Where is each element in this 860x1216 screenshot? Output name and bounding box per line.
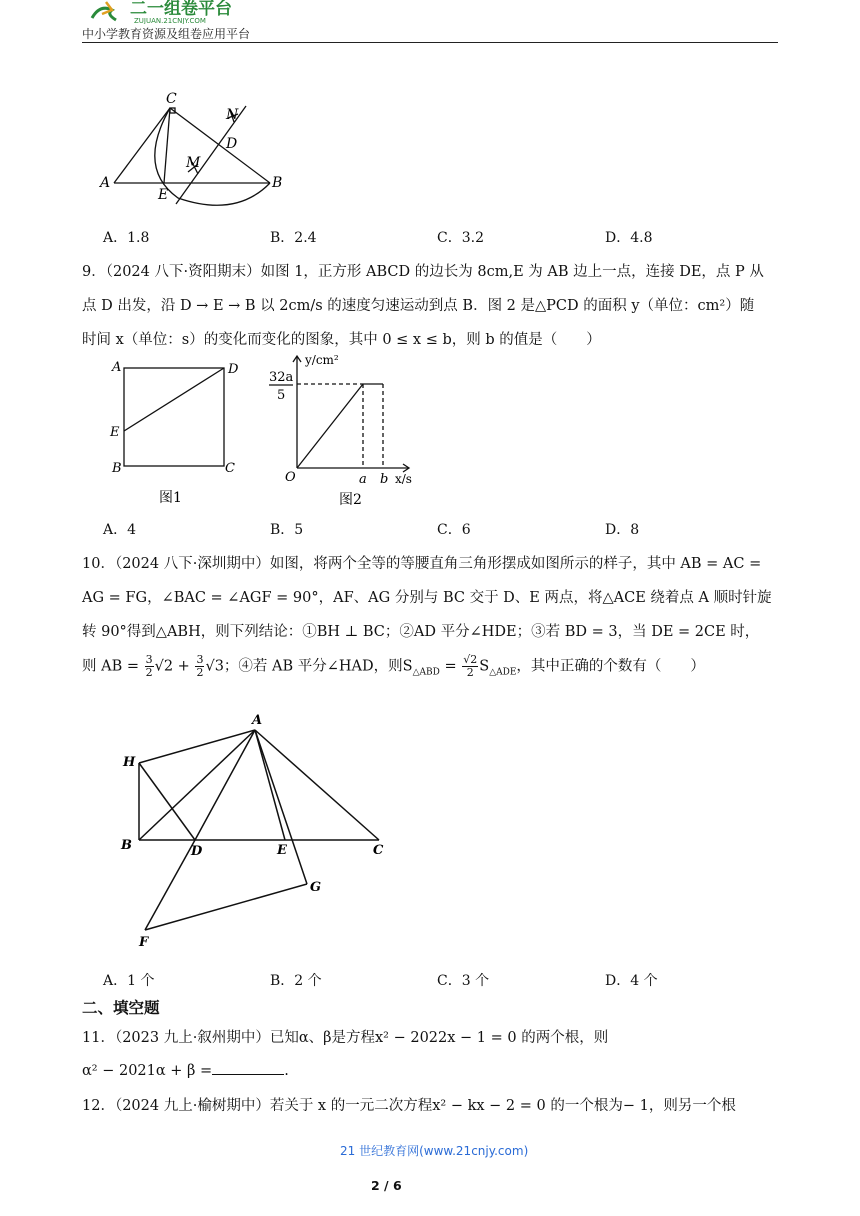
fig1-label-A: A [112, 360, 122, 375]
q9-option-d[interactable]: D．8 [605, 522, 640, 538]
q10-line4-d: = [439, 658, 457, 675]
header-divider [82, 42, 778, 43]
q10-label-B: B [121, 838, 132, 853]
fig1-label-D: D [228, 362, 239, 377]
q10-line4-a: 则 AB = [82, 658, 139, 675]
q9-line-2: 点 D 出发，沿 D → E → B 以 2cm/s 的速度匀速运动到点 B．图 2 是△PCD 的面积 y（单位：cm²）随 [82, 298, 755, 314]
q9-option-b[interactable]: B．5 [270, 522, 304, 538]
fig1-label-E: E [110, 425, 120, 440]
q9-option-a[interactable]: A．4 [103, 522, 137, 538]
fig2-ylabel: y/cm² [305, 353, 339, 367]
q10-line-1: 10．（2024 八下·深圳期中）如图，将两个全等的等腰直角三角形摆成如图所示的样子，其中 AB = AC = [82, 556, 762, 572]
q11-answer-blank[interactable] [212, 1060, 284, 1075]
q10-sub-abd: △ABD [412, 667, 440, 678]
fig2-xlabel: x/s [395, 472, 412, 486]
q11-line-2 [82, 1060, 289, 1079]
q8-options [0, 227, 860, 247]
label-N: N [226, 107, 239, 123]
q10-frac-2: $\frac{3}{2}$ [196, 653, 204, 679]
footer-site-link[interactable]: 21 世纪教育网(www.21cnjy.com) [340, 1144, 529, 1158]
fig2-b: b [380, 472, 389, 487]
q10-frac-1: $\frac{3}{2}$ [145, 653, 153, 679]
q10-label-F: F [139, 935, 149, 950]
q10-sub-ade: △ADE [489, 667, 517, 678]
q8-option-a[interactable]: A．1.8 [103, 230, 150, 246]
q10-line4-b: √2 + [154, 658, 190, 675]
label-E: E [158, 187, 169, 203]
q10-label-E: E [277, 843, 287, 858]
q11-line-1: 11．（2023 九上·叙州期中）已知α、β是方程x² − 2022x − 1 = 0 的两个根，则 [82, 1030, 609, 1046]
q10-label-G: G [310, 880, 322, 895]
q10-label-D: D [191, 844, 203, 859]
q8-option-b[interactable]: B．2.4 [270, 230, 317, 246]
q10-line-4 [82, 654, 705, 679]
logo-text: 二一组卷平台 [130, 0, 232, 19]
fig2-caption: 图2 [339, 492, 362, 508]
logo-url: ZUJUAN.21CNJY.COM [134, 17, 206, 24]
q10-label-H: H [123, 755, 136, 770]
q10-frac-3: $\frac{√2}{2}$ [463, 653, 478, 679]
label-A: A [100, 175, 111, 191]
fig2-a: a [359, 472, 367, 487]
q9-options [0, 519, 860, 539]
q9-option-c[interactable]: C．6 [437, 522, 471, 538]
fig1-label-B: B [112, 461, 122, 476]
q9-line-3: 时间 x（单位：s）的变化而变化的图象，其中 0 ≤ x ≤ b，则 b 的值是（ ） [82, 332, 601, 348]
q10-option-d[interactable]: D．4 个 [605, 973, 658, 989]
page-number: 2 / 6 [371, 1178, 402, 1193]
section-title: 二、填空题 [82, 999, 160, 1017]
header-subtitle: 中小学教育资源及组卷应用平台 [82, 27, 251, 41]
q9-line-1: 9．（2024 八下·资阳期末）如图 1，正方形 ABCD 的边长为 8cm,E 为 AB 边上一点，连接 DE，点 P 从 [82, 264, 764, 280]
fig1-caption: 图1 [159, 490, 182, 506]
q10-line4-c: √3；④若 AB 平分∠HAD，则S [205, 658, 413, 675]
q8-figure [96, 88, 296, 222]
q10-option-b[interactable]: B．2 个 [270, 973, 322, 989]
q11-period: . [284, 1063, 289, 1079]
q10-figure [115, 708, 400, 957]
q11-expression: α² − 2021α + β = [82, 1063, 213, 1079]
q9-figure-2 [265, 350, 425, 514]
q10-option-c[interactable]: C．3 个 [437, 973, 490, 989]
fig2-ytick-num: 32a [269, 370, 294, 385]
q10-line4-e: S [479, 658, 490, 675]
header-logo [86, 0, 276, 24]
q8-option-d[interactable]: D．4.8 [605, 230, 653, 246]
label-C: C [166, 91, 177, 107]
q10-line-2: AG = FG，∠BAC = ∠AGF = 90°，AF、AG 分别与 BC 交于 D、E 两点，将△ACE 绕着点 A 顺时针旋 [82, 590, 772, 606]
q8-option-c[interactable]: C．3.2 [437, 230, 484, 246]
label-B: B [272, 175, 283, 191]
q10-option-a[interactable]: A．1 个 [103, 973, 155, 989]
label-M: M [186, 155, 201, 171]
fig1-label-C: C [225, 461, 235, 476]
q10-line-3: 转 90°得到△ABH，则下列结论：①BH ⊥ BC；②AD 平分∠HDE；③若 BD = 3，当 DE = 2CE 时， [82, 624, 760, 640]
q10-options [0, 970, 860, 990]
q9-figure-1 [104, 356, 254, 515]
fig2-ytick-den: 5 [277, 388, 286, 403]
label-D: D [226, 136, 238, 152]
q12-line-1: 12．（2024 九上·榆树期中）若关于 x 的一元二次方程x² − kx − 2 = 0 的一个根为− 1，则另一个根 [82, 1098, 736, 1114]
q10-label-C: C [373, 843, 384, 858]
fig2-origin: O [285, 470, 296, 485]
q10-label-A: A [252, 713, 263, 728]
q10-line4-f: ，其中正确的个数有（ ） [516, 658, 705, 675]
